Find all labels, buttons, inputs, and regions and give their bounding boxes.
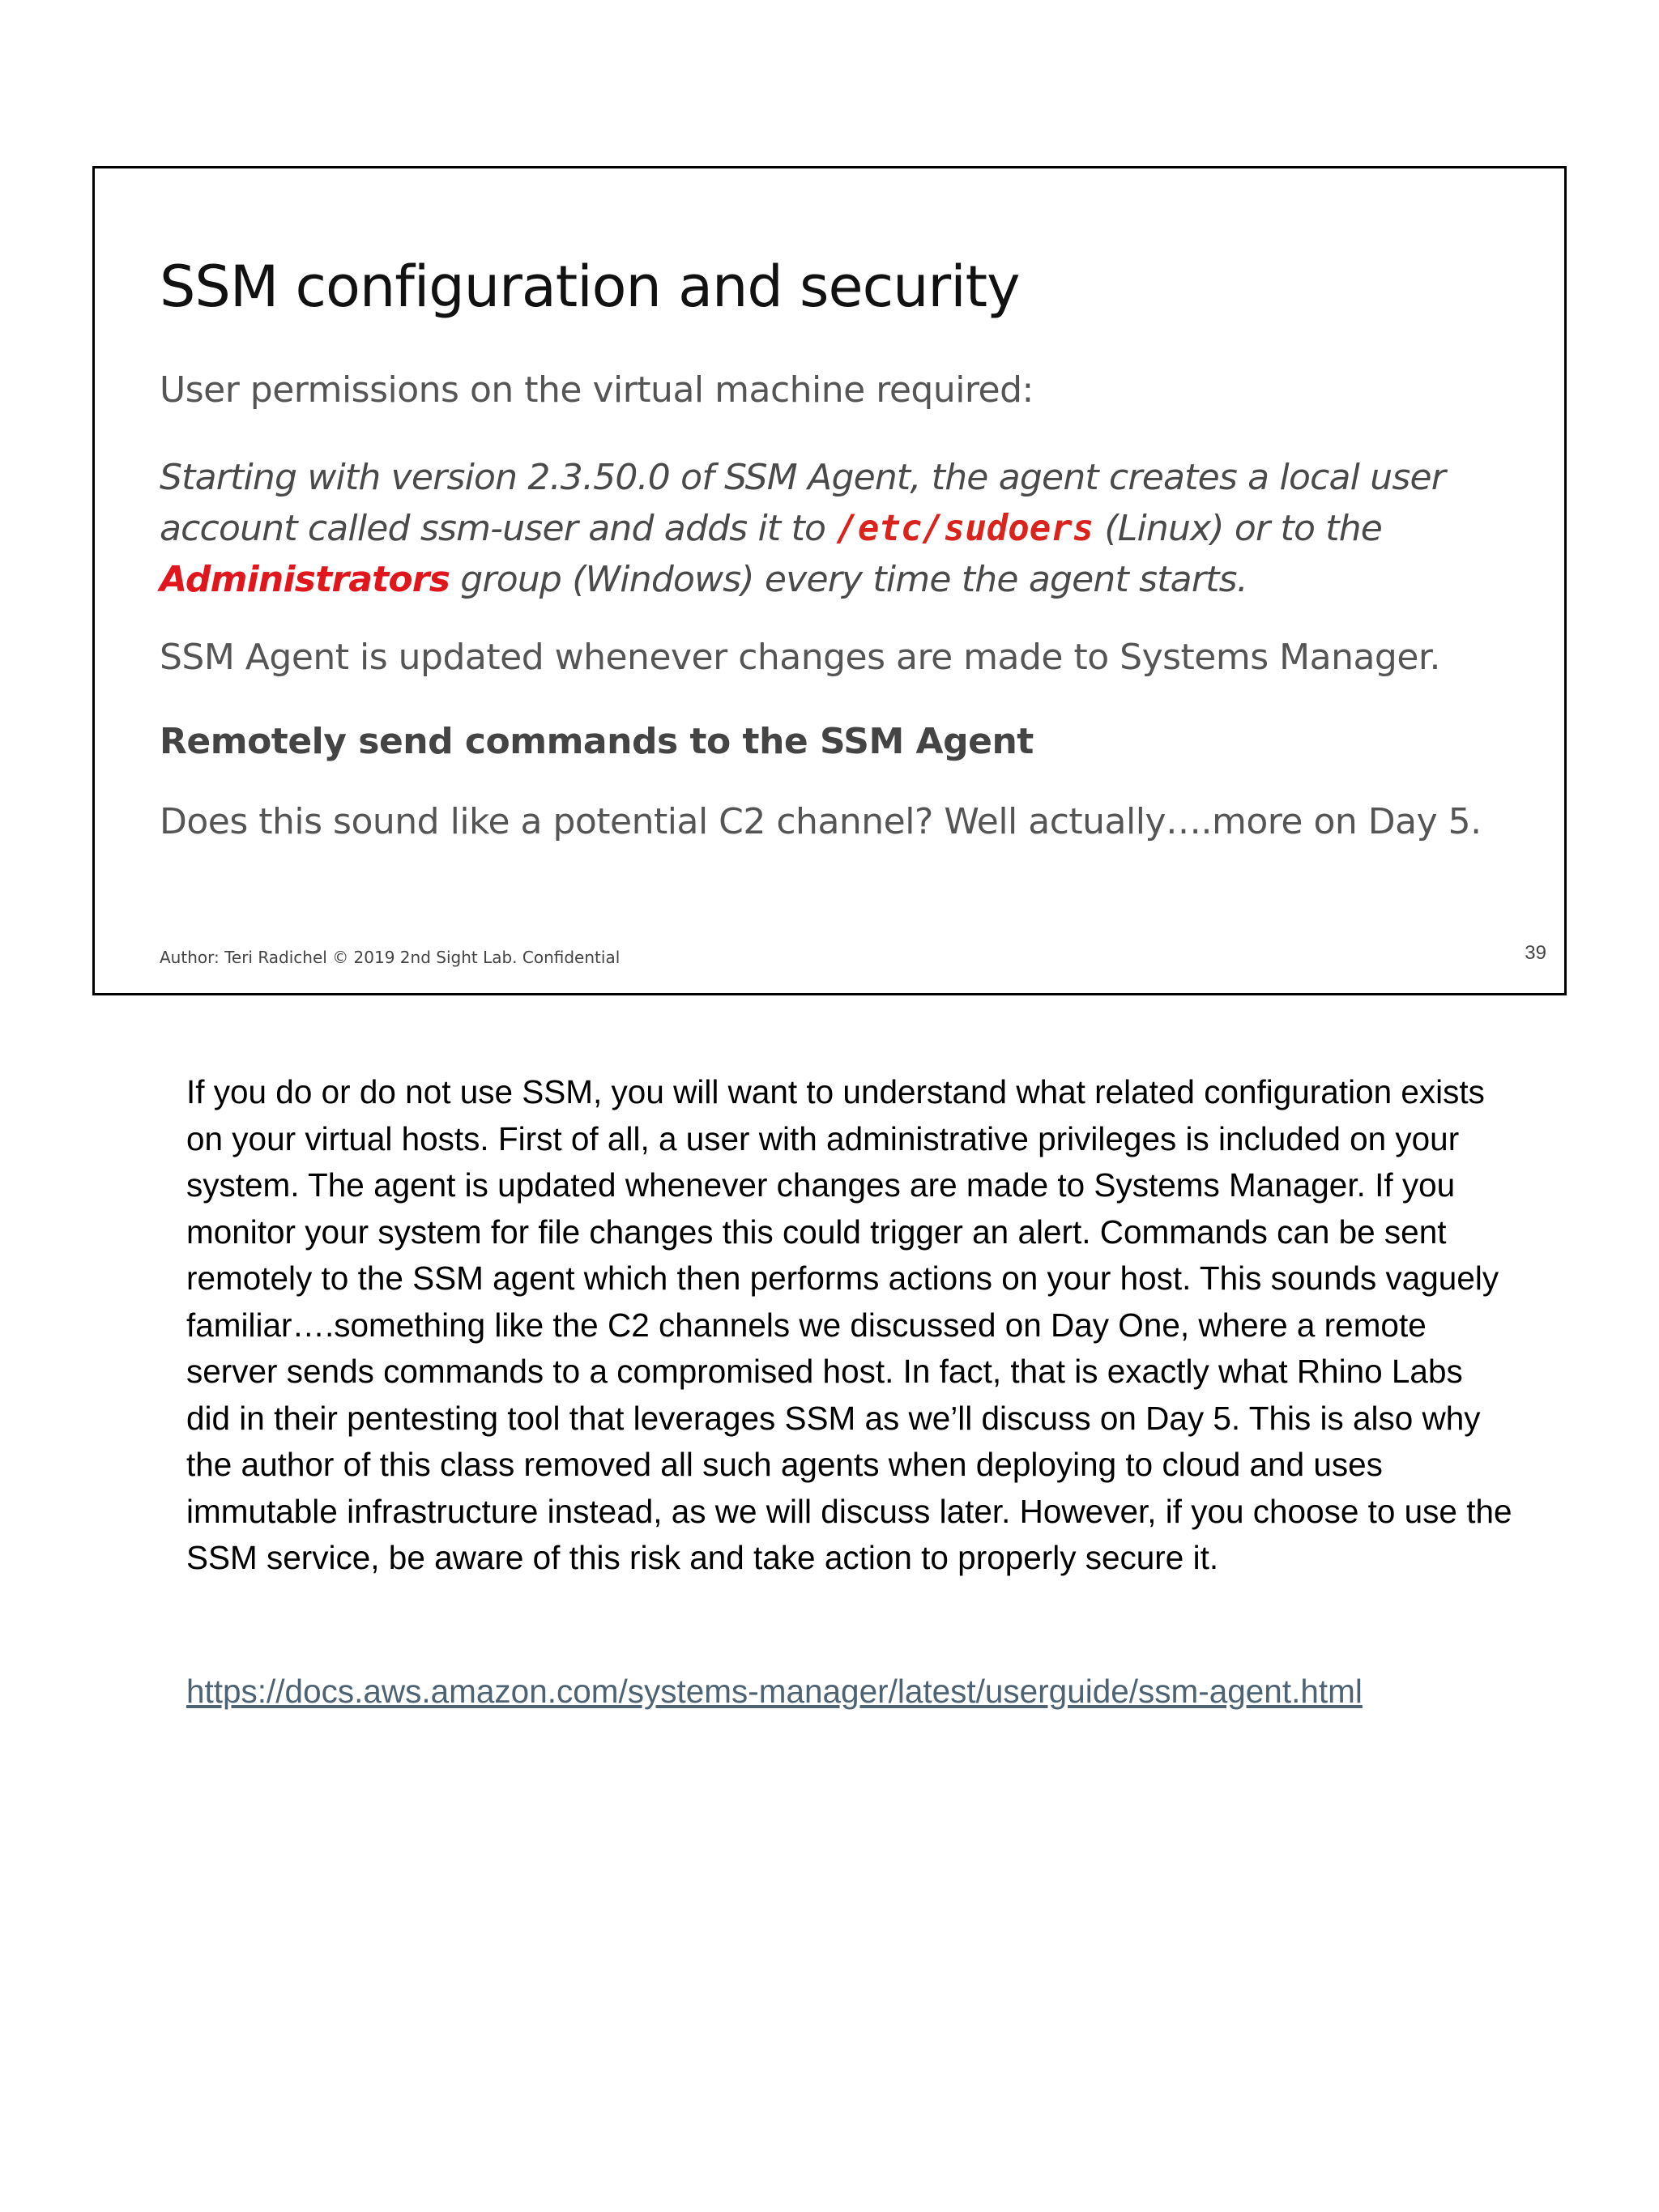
- administrators-group: Administrators: [160, 559, 450, 600]
- slide-title: SSM configuration and security: [160, 254, 1020, 320]
- quote-text-part-2: (Linux) or to the: [1094, 508, 1383, 549]
- author-footer: Author: Teri Radichel © 2019 2nd Sight Lab. Confidential: [160, 948, 621, 967]
- ssm-agent-docs-link[interactable]: https://docs.aws.amazon.com/systems-manager/latest/userguide/ssm-agent.html: [186, 1673, 1363, 1710]
- slide-frame: [92, 166, 1567, 995]
- sudoers-path: /etc/sudoers: [836, 508, 1094, 549]
- c2-question-text: Does this sound like a potential C2 channel? Well actually….more on Day 5.: [160, 801, 1482, 842]
- agent-update-text: SSM Agent is updated whenever changes are made to Systems Manager.: [160, 637, 1440, 678]
- slide-content: [160, 168, 1499, 993]
- slide-number: 39: [1525, 942, 1546, 964]
- slide-subtitle: User permissions on the virtual machine required:: [160, 369, 1034, 411]
- quote-text-part-3: group (Windows) every time the agent starts.: [450, 559, 1247, 600]
- commands-heading: Remotely send commands to the SSM Agent: [160, 721, 1034, 762]
- ssm-agent-quote: [160, 452, 1520, 605]
- quote-text-part-1: Starting with version 2.3.50.0 of SSM Agent, the agent creates a local user account called ssm-user and adds it to: [160, 457, 1446, 549]
- speaker-notes-paragraph: If you do or do not use SSM, you will want to understand what related configuration exists on your virtual hosts. First of all, a user with administrative privileges is included on your system. The agent is updated whenever changes are made to Systems Manager. If you monitor your system for file changes this could trigger an alert. Commands can be sent remotely to the SSM agent which then performs actions on your host. This sounds vaguely familiar….something like the C2 channels we discussed on Day One, where a remote server sends commands to a compromised host. In fact, that is exactly what Rhino Labs did in their pentesting tool that leverages SSM as we’ll discuss on Day 5. This is also why the author of this class removed all such agents when deploying to cloud and uses immutable infrastructure instead, as we will discuss later. However, if you choose to use the SSM service, be aware of this risk and take action to properly secure it.: [186, 1073, 1512, 1576]
